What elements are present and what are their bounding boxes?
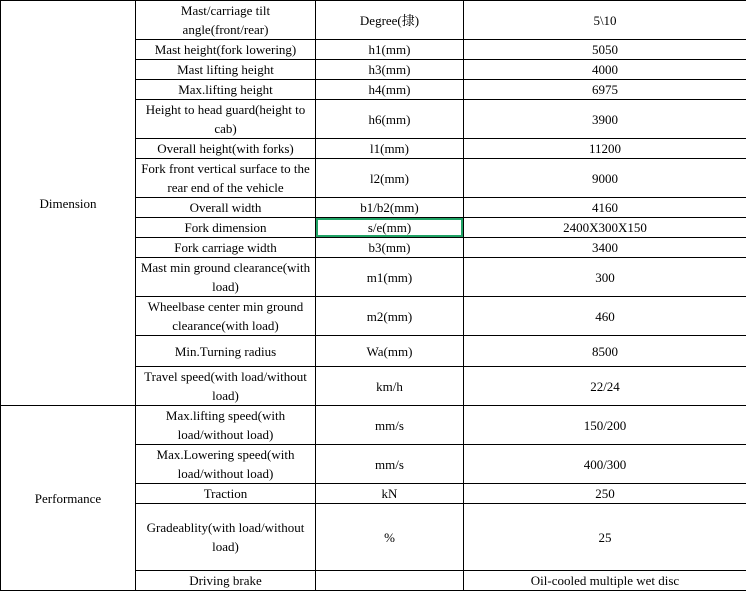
param-cell[interactable]: Mast height(fork lowering): [136, 40, 316, 60]
value-cell[interactable]: 5\10: [464, 1, 746, 40]
param-cell[interactable]: Mast min ground clearance(with load): [136, 258, 316, 297]
param-cell[interactable]: Max.Lowering speed(with load/without load): [136, 445, 316, 484]
value-cell[interactable]: 3400: [464, 238, 746, 258]
unit-cell[interactable]: b1/b2(mm): [316, 198, 464, 218]
table-row: [1, 406, 746, 445]
value-cell[interactable]: 3900: [464, 100, 746, 139]
unit-cell[interactable]: [316, 571, 464, 591]
unit-cell[interactable]: mm/s: [316, 406, 464, 445]
unit-cell[interactable]: l2(mm): [316, 159, 464, 198]
selected-unit-cell[interactable]: s/e(mm): [316, 218, 464, 238]
value-cell[interactable]: 22/24: [464, 367, 746, 406]
table-row: [1, 1, 746, 40]
unit-cell[interactable]: %: [316, 504, 464, 571]
value-cell[interactable]: 8500: [464, 336, 746, 367]
unit-cell[interactable]: h1(mm): [316, 40, 464, 60]
unit-cell[interactable]: m1(mm): [316, 258, 464, 297]
value-cell[interactable]: 460: [464, 297, 746, 336]
param-cell[interactable]: Mast lifting height: [136, 60, 316, 80]
value-cell[interactable]: 150/200: [464, 406, 746, 445]
unit-cell[interactable]: h4(mm): [316, 80, 464, 100]
value-cell[interactable]: 6975: [464, 80, 746, 100]
unit-cell[interactable]: h3(mm): [316, 60, 464, 80]
param-cell[interactable]: Travel speed(with load/without load): [136, 367, 316, 406]
group-dimension-label[interactable]: Dimension: [1, 1, 136, 406]
value-cell[interactable]: 300: [464, 258, 746, 297]
value-cell[interactable]: 2400X300X150: [464, 218, 746, 238]
unit-cell[interactable]: h6(mm): [316, 100, 464, 139]
param-cell[interactable]: Driving brake: [136, 571, 316, 591]
param-cell[interactable]: Max.lifting speed(with load/without load): [136, 406, 316, 445]
param-cell[interactable]: Traction: [136, 484, 316, 504]
value-cell[interactable]: 9000: [464, 159, 746, 198]
unit-cell[interactable]: kN: [316, 484, 464, 504]
value-cell[interactable]: 25: [464, 504, 746, 571]
group-performance-label[interactable]: Performance: [1, 406, 136, 591]
param-cell[interactable]: Fork carriage width: [136, 238, 316, 258]
unit-cell[interactable]: Degree(捸): [316, 1, 464, 40]
param-cell[interactable]: Wheelbase center min ground clearance(with load): [136, 297, 316, 336]
unit-cell[interactable]: mm/s: [316, 445, 464, 484]
unit-cell[interactable]: km/h: [316, 367, 464, 406]
param-cell[interactable]: Height to head guard(height to cab): [136, 100, 316, 139]
param-cell[interactable]: Overall width: [136, 198, 316, 218]
param-cell[interactable]: Gradeablity(with load/without load): [136, 504, 316, 571]
value-cell[interactable]: 11200: [464, 139, 746, 159]
value-cell[interactable]: 4160: [464, 198, 746, 218]
value-cell[interactable]: Oil-cooled multiple wet disc: [464, 571, 746, 591]
param-cell[interactable]: Max.lifting height: [136, 80, 316, 100]
value-cell[interactable]: 4000: [464, 60, 746, 80]
value-cell[interactable]: 250: [464, 484, 746, 504]
unit-cell[interactable]: l1(mm): [316, 139, 464, 159]
unit-cell[interactable]: m2(mm): [316, 297, 464, 336]
param-cell[interactable]: Fork dimension: [136, 218, 316, 238]
param-cell[interactable]: Min.Turning radius: [136, 336, 316, 367]
unit-cell[interactable]: Wa(mm): [316, 336, 464, 367]
param-cell[interactable]: Mast/carriage tilt angle(front/rear): [136, 1, 316, 40]
unit-cell[interactable]: b3(mm): [316, 238, 464, 258]
param-cell[interactable]: Overall height(with forks): [136, 139, 316, 159]
value-cell[interactable]: 5050: [464, 40, 746, 60]
param-cell[interactable]: Fork front vertical surface to the rear end of the vehicle: [136, 159, 316, 198]
value-cell[interactable]: 400/300: [464, 445, 746, 484]
